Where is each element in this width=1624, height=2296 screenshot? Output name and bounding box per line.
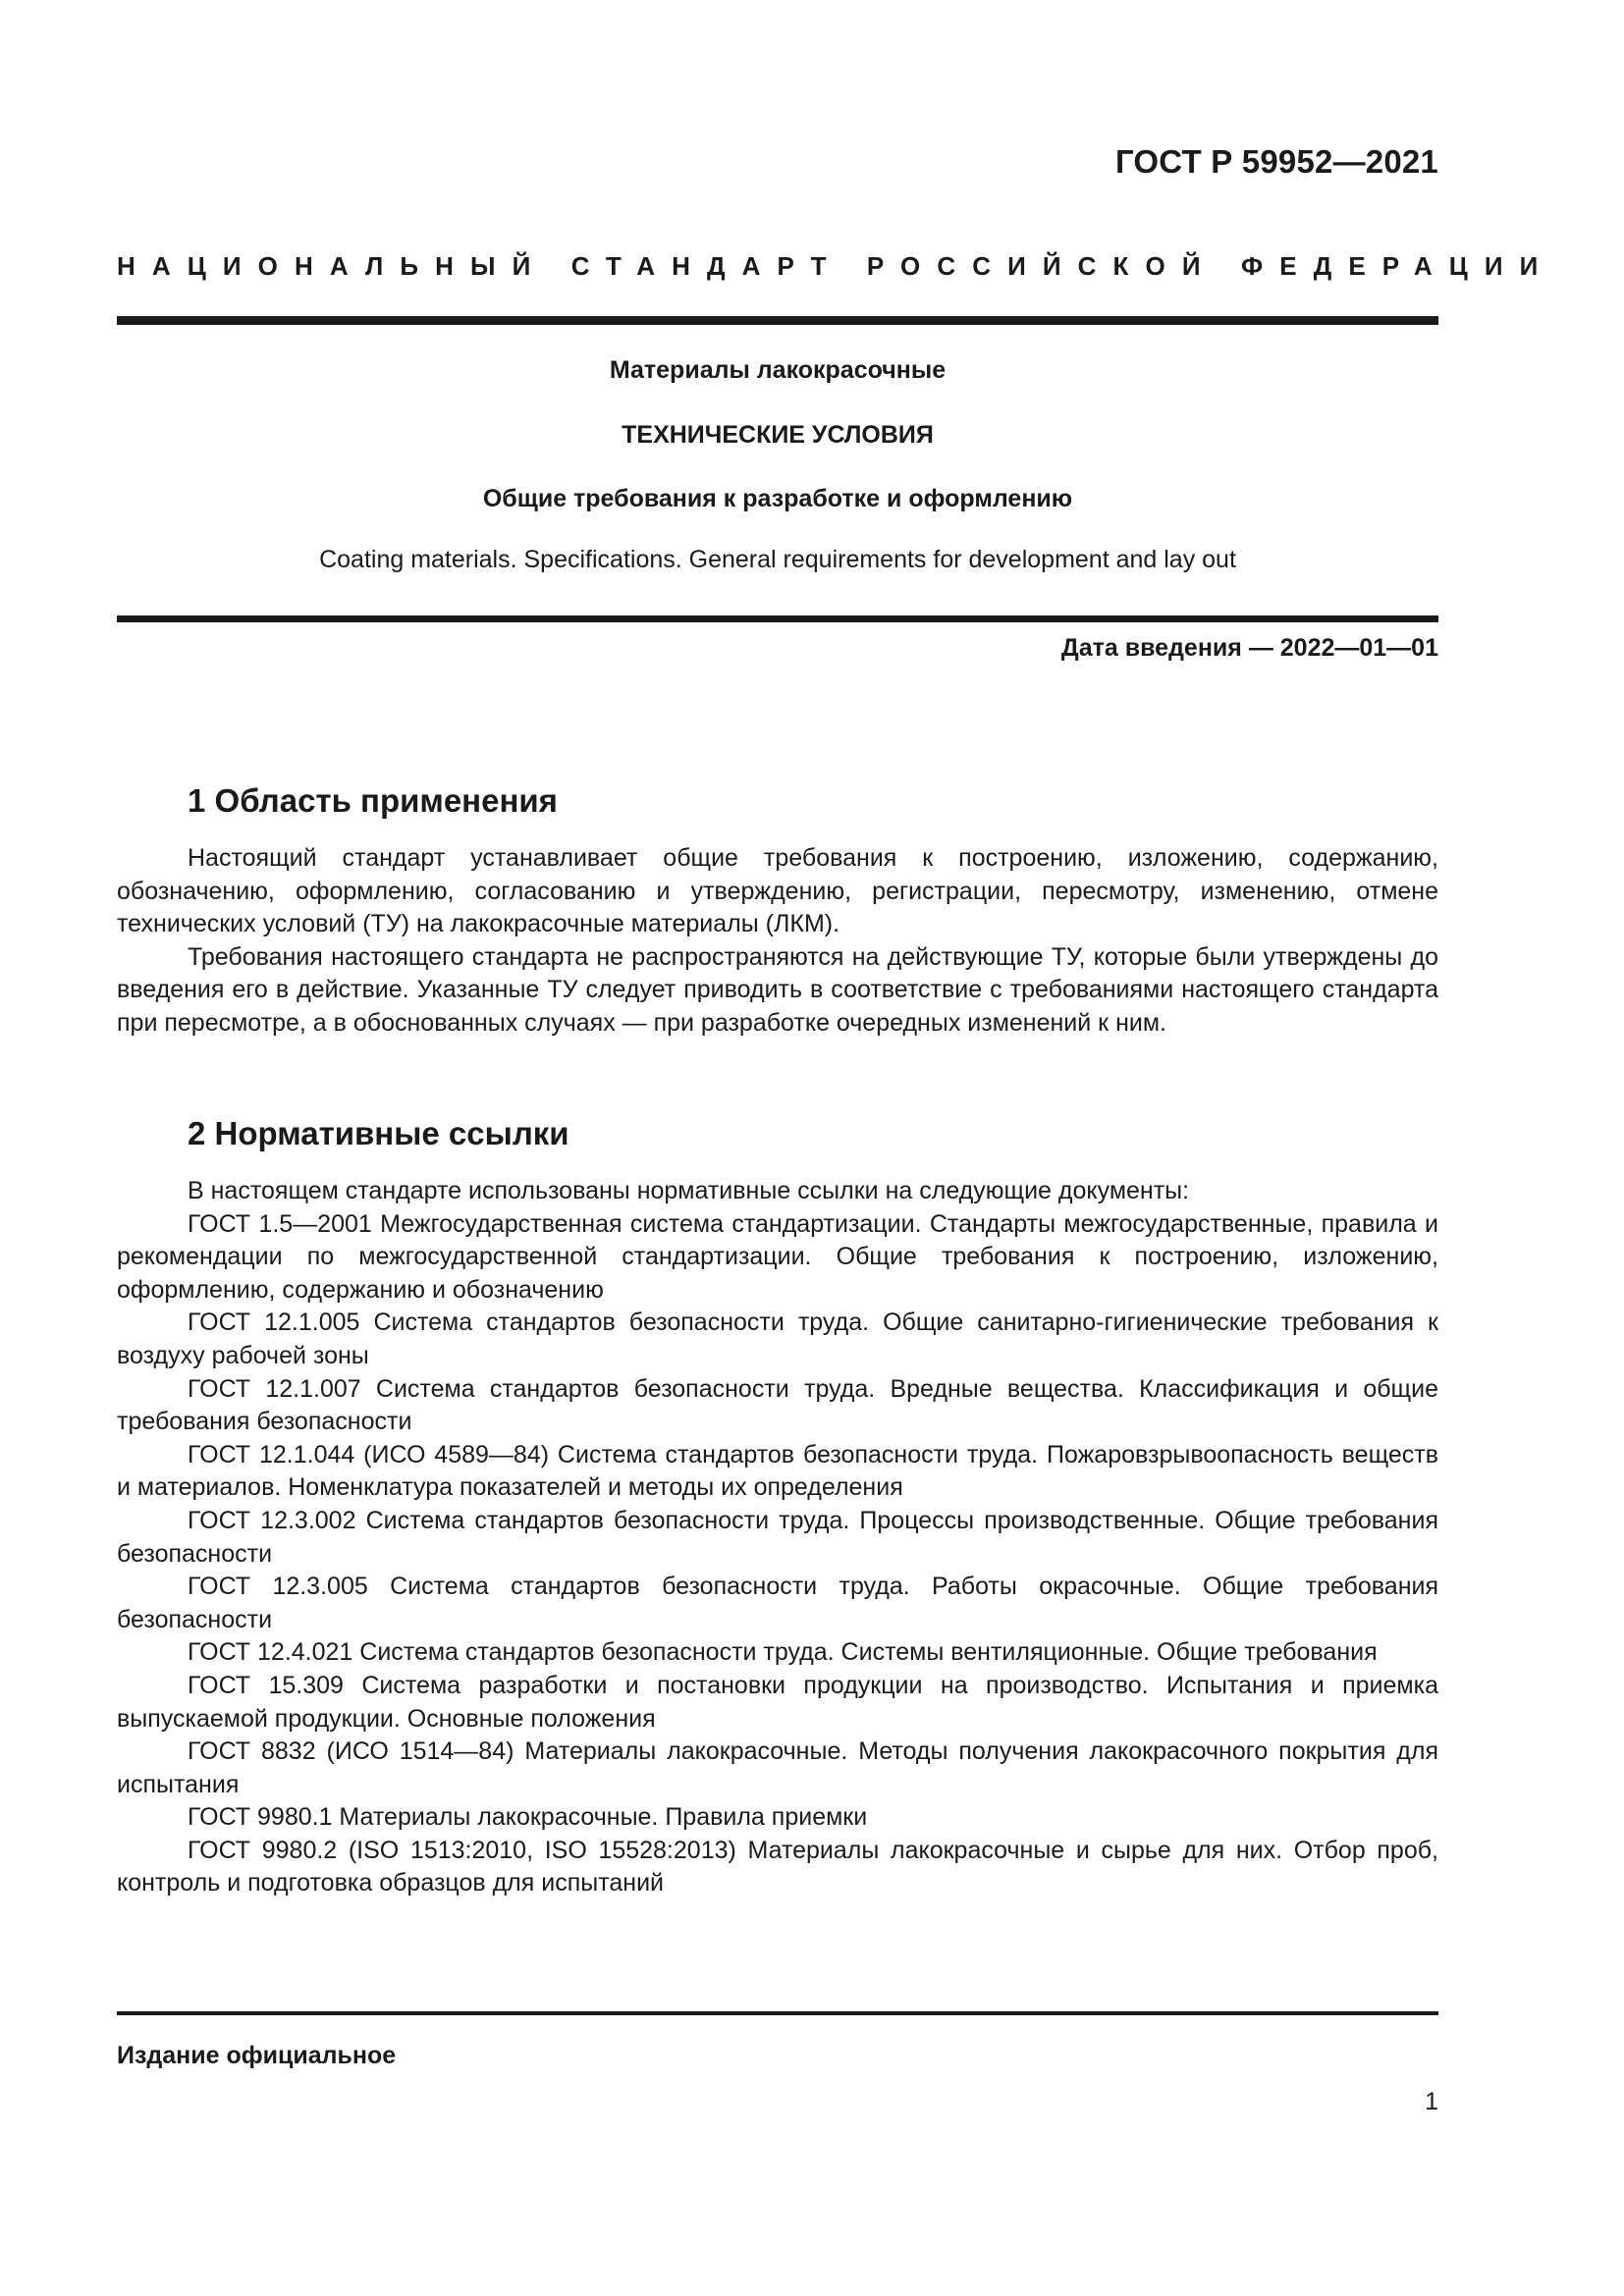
title-english: Coating materials. Specifications. General requirements for development and lay out: [319, 546, 1236, 573]
section-body-scope: [117, 842, 1438, 1041]
paragraph: Настоящий стандарт устанавливает общие требования к построению, изложению, содержанию, обозначению, оформлению, согласованию и утверждению, регистрации, пересмотру, изменению, отмене технических условий (ТУ) на лакокрасочные материалы (ЛКМ).: [117, 844, 1438, 938]
paragraph: В настоящем стандарте использованы нормативные ссылки на следующие документы:: [188, 1177, 1190, 1204]
reference-item: ГОСТ 1.5—2001 Межгосударственная система стандартизации. Стандарты межгосударственные, правила и рекомендации по межгосударственной стандартизации. Общие требования к построению, изложению, оформлению, содержанию и обозначению: [117, 1209, 1438, 1304]
top-rule: [117, 316, 1438, 325]
official-edition-label: Издание официальное: [117, 2042, 397, 2069]
document-page: [117, 0, 1555, 2296]
reference-item: ГОСТ 9980.2 (ISO 1513:2010, ISO 15528:2013) Материалы лакокрасочные и сырье для них. Отбор проб, контроль и подготовка образцов для испытаний: [117, 1836, 1438, 1897]
page-number: 1: [1425, 2088, 1438, 2115]
section-heading-scope: 1 Область применения: [188, 782, 558, 819]
reference-item: ГОСТ 12.4.021 Система стандартов безопасности труда. Системы вентиляционные. Общие требования: [188, 1638, 1378, 1667]
introduction-date: Дата введения — 2022—01—01: [1060, 634, 1438, 662]
reference-item: ГОСТ 12.3.005 Система стандартов безопасности труда. Работы окрасочные. Общие требования безопасности: [117, 1573, 1438, 1633]
reference-item: ГОСТ 9980.1 Материалы лакокрасочные. Правила приемки: [188, 1803, 868, 1832]
national-standard-banner: НАЦИОНАЛЬНЫЙ СТАНДАРТ РОССИЙСКОЙ ФЕДЕРАЦИИ: [117, 251, 1555, 281]
title-subtitle: Общие требования к разработке и оформлению: [482, 485, 1073, 512]
section-body-normative-references: [117, 1175, 1438, 1900]
section-heading-normative-references: 2 Нормативные ссылки: [188, 1115, 569, 1151]
document-number: ГОСТ Р 59952—2021: [1114, 143, 1438, 180]
title-subject: Материалы лакокрасочные: [609, 356, 947, 384]
bottom-rule: [117, 2011, 1438, 2015]
reference-item: ГОСТ 12.3.002 Система стандартов безопасности труда. Процессы производственные. Общие требования безопасности: [117, 1506, 1438, 1568]
paragraph: Требования настоящего стандарта не распространяются на действующие ТУ, которые были утверждены до введения его в действие. Указанные ТУ следует приводить в соответствие с требованиями настоящего стандарта при пересмотре, а в обоснованных случаях — при разработке очередных изменений к ним.: [117, 942, 1438, 1037]
reference-item: ГОСТ 12.1.005 Система стандартов безопасности труда. Общие санитарно-гигиенические требования к воздуху рабочей зоны: [117, 1308, 1438, 1369]
reference-item: ГОСТ 15.309 Система разработки и постановки продукции на производство. Испытания и приемка выпускаемой продукции. Основные положения: [117, 1671, 1438, 1733]
reference-item: ГОСТ 12.1.044 (ИСО 4589—84) Система стандартов безопасности труда. Пожаровзрывоопасность веществ и материалов. Номенклатура показателей и методы их определения: [117, 1440, 1438, 1502]
middle-rule: [117, 615, 1438, 622]
reference-item: ГОСТ 8832 (ИСО 1514—84) Материалы лакокрасочные. Методы получения лакокрасочного покрытия для испытания: [117, 1737, 1438, 1798]
title-kind: ТЕХНИЧЕСКИЕ УСЛОВИЯ: [622, 421, 934, 449]
reference-item: ГОСТ 12.1.007 Система стандартов безопасности труда. Вредные вещества. Классификация и общие требования безопасности: [117, 1374, 1438, 1436]
